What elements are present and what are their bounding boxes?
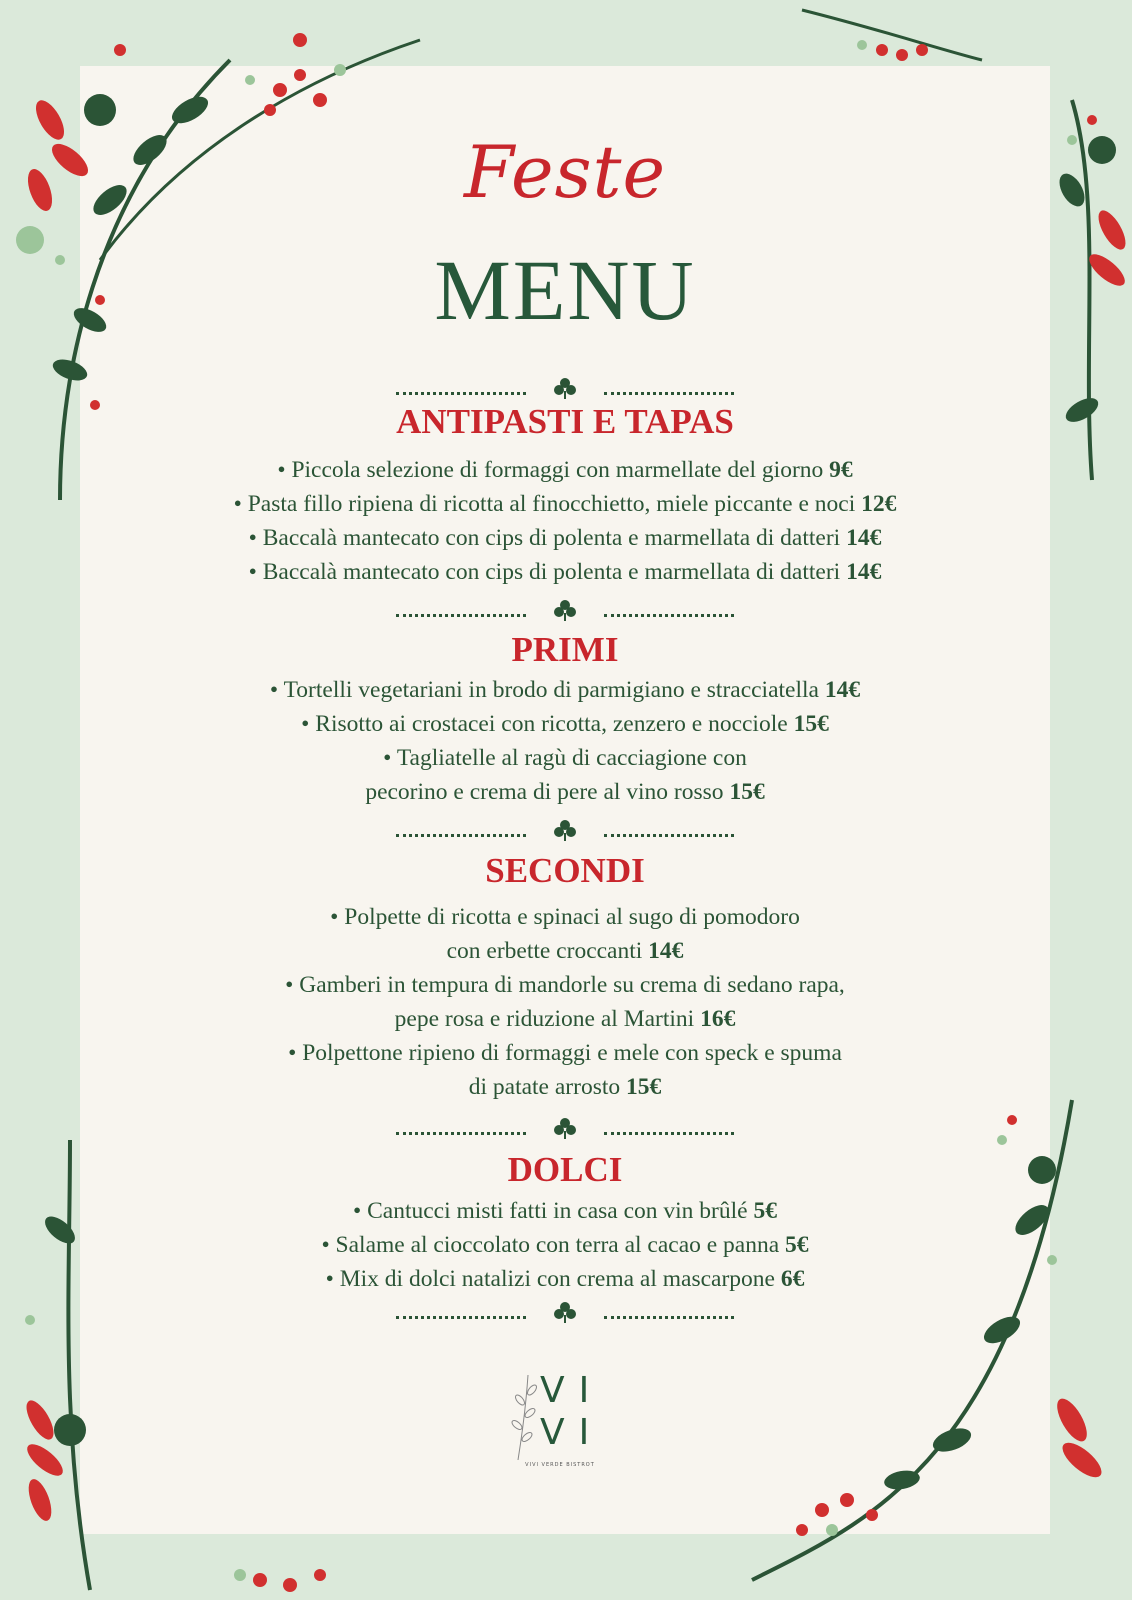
item-price: 14€: [824, 677, 861, 703]
section-heading-secondi: SECONDI: [485, 851, 645, 890]
menu-item: • Polpette di ricotta e spinaci al sugo di pomodoro: [330, 904, 800, 930]
menu-item: • Cantucci misti fatti in casa con vin brûlé 5€: [353, 1198, 777, 1224]
item-price: 12€: [861, 491, 897, 517]
menu-item-continued: con erbette croccanti 14€: [446, 938, 684, 964]
feste-script-title: Feste: [463, 130, 667, 214]
foliage-decoration-bottom-left: [0, 1120, 420, 1600]
item-price: 14€: [846, 559, 882, 585]
item-price: 9€: [829, 457, 853, 483]
section-items-secondi: [80, 900, 1050, 1104]
menu-item: • Salame al cioccolato con terra al cacao e panna 5€: [321, 1232, 809, 1258]
menu-item: • Gamberi in tempura di mandorle su crema di sedano rapa,: [285, 972, 845, 998]
vivi-logo: [510, 1370, 630, 1470]
menu-item: • Tagliatelle al ragù di cacciagione con: [383, 745, 747, 771]
menu-item: • Tortelli vegetariani in brodo di parmigiano e stracciatella 14€: [269, 677, 861, 703]
section-divider: [80, 600, 1050, 620]
section-divider: [80, 1302, 1050, 1322]
section-divider: [80, 378, 1050, 398]
item-price: 5€: [753, 1198, 777, 1224]
logo-subtitle: VIVI VERDE BISTROT: [525, 1462, 595, 1468]
menu-item: • Polpettone ripieno di formaggi e mele con speck e spuma: [288, 1040, 842, 1066]
menu-item: • Baccalà mantecato con cips di polenta e marmellata di datteri 14€: [248, 525, 882, 551]
clover-icon: [552, 1117, 578, 1139]
section-items-dolci: [80, 1194, 1050, 1296]
logo-text-top: VI: [540, 1370, 604, 1411]
section-heading-primi: PRIMI: [511, 630, 619, 669]
item-price: 6€: [780, 1266, 805, 1292]
section-items-antipasti: [80, 453, 1050, 589]
item-price: 14€: [846, 525, 882, 551]
section-heading-antipasti: ANTIPASTI E TAPAS: [396, 402, 734, 441]
menu-item-continued: pecorino e crema di pere al vino rosso 15€: [365, 779, 765, 805]
section-divider: [80, 1118, 1050, 1138]
item-price: 15€: [626, 1074, 662, 1100]
menu-item: • Pasta fillo ripiena di ricotta al finocchietto, miele piccante e noci 12€: [233, 491, 897, 517]
clover-icon: [552, 599, 578, 621]
clover-icon: [552, 819, 578, 841]
clover-icon: [552, 377, 578, 399]
menu-title: MENU: [434, 242, 696, 338]
menu-item: • Baccalà mantecato con cips di polenta e marmellata di datteri 14€: [248, 559, 882, 585]
olive-branch-icon: [510, 1375, 540, 1460]
menu-item-continued: di patate arrosto 15€: [468, 1074, 662, 1100]
item-price: 15€: [793, 711, 829, 737]
section-heading-dolci: DOLCI: [507, 1150, 623, 1189]
item-price: 15€: [729, 779, 765, 805]
item-price: 16€: [700, 1006, 736, 1032]
menu-item-continued: pepe rosa e riduzione al Martini 16€: [394, 1006, 736, 1032]
section-divider: [80, 820, 1050, 840]
menu-item: • Mix di dolci natalizi con crema al mascarpone 6€: [325, 1266, 805, 1292]
section-items-primi: [80, 673, 1050, 809]
menu-item: • Risotto ai crostacei con ricotta, zenzero e nocciole 15€: [301, 711, 829, 737]
menu-item: • Piccola selezione di formaggi con marmellate del giorno 9€: [277, 457, 853, 483]
clover-icon: [552, 1301, 578, 1323]
logo-text-bottom: VI: [540, 1412, 604, 1453]
item-price: 5€: [785, 1232, 809, 1258]
item-price: 14€: [648, 938, 684, 964]
